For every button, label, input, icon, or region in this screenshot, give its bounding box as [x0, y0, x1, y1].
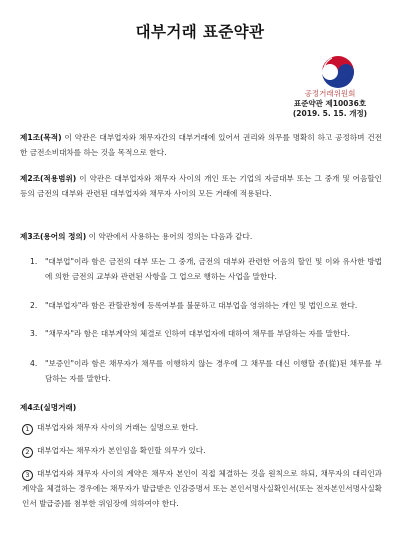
list-item-text: "대부업자"라 함은 관할관청에 등록여부를 불문하고 대부업을 영위하는 개인 및 법인으로 한다.	[45, 301, 358, 310]
issuer-agency: 공정거래위원회	[304, 89, 356, 98]
article-1-text: 이 약관은 대부업자와 채무자간의 대부거래에 있어서 권리와 의무를 명확히 하고 공정하며 건전한 금전소비대차를 하는 것을 목적으로 한다.	[20, 133, 382, 157]
list-item-number: 3.	[30, 329, 38, 338]
list-item-number: 2.	[30, 301, 38, 310]
article-1-head: 제1조(목적)	[20, 133, 62, 142]
list-item-text: "채무자"라 함은 대부계약의 체결로 인하여 대부업자에 대하여 채무를 부담하는 자를 말한다.	[45, 329, 350, 338]
document-title: 대부거래 표준약관	[135, 23, 265, 41]
paragraph-text: 대부업자와 채무자 사이의 거래는 실명으로 한다.	[37, 423, 199, 432]
list-item	[30, 254, 382, 284]
issuer-doc-number: 표준약관 제10036호	[293, 99, 367, 108]
paragraph-number: 3	[22, 470, 33, 481]
paragraph-item	[22, 466, 382, 511]
article-3-head: 제3조(용어의 정의)	[20, 232, 87, 241]
paragraph-text: 대부업자와 채무자 사이의 계약은 채무자 본인이 직접 체결하는 것을 원칙으로 하되, 채무자의 대리인과 계약을 체결하는 경우에는 채무자가 발급받은 인감증명서 또는 본인서명사실확인서(또는 전자본인서명사실확인서 발급증)를 첨부한 위임장에 의하여야 한다.	[22, 469, 382, 508]
article-1	[20, 130, 382, 160]
paragraph-text: 대부업자는 채무자가 본인임을 확인할 의무가 있다.	[37, 446, 206, 455]
article-3	[20, 229, 382, 244]
article-2-text: 이 약관은 대부업자와 채무자 사이의 개인 또는 기업의 자금대부 또는 그 중개 및 어음할인 등의 금전의 대부와 관련된 대부업자와 채무자 사이의 모든 거래에 적용된다.	[20, 174, 382, 198]
paragraph-number: 1	[22, 424, 33, 435]
article-2-head: 제2조(적용범위)	[20, 174, 77, 183]
article-4-head: 제4조(실명거래)	[20, 403, 77, 412]
list-item	[30, 356, 382, 386]
issuer-revision-date: (2019. 5. 15. 개정)	[292, 109, 368, 118]
list-item-text: "보증인"이라 함은 채무자가 채무를 이행하지 않는 경우에 그 채무를 대신 이행할 종(從)된 채무를 부담하는 자를 말한다.	[45, 359, 382, 383]
paragraph-item	[22, 420, 382, 435]
list-item	[30, 326, 382, 341]
article-2	[20, 171, 382, 201]
list-item-number: 4.	[30, 359, 38, 368]
article-3-text: 이 약관에서 사용하는 용어의 정의는 다음과 같다.	[86, 232, 253, 241]
government-emblem-icon	[318, 52, 358, 92]
list-item-text: "대부업"이라 함은 금전의 대부 또는 그 중개, 금전의 대부와 관련한 어음의 할인 및 이와 유사한 방법에 의한 금전의 교부와 관련된 사항을 그 업으로 행하는 사업을 말한다.	[45, 257, 382, 281]
issuer-block	[280, 89, 380, 119]
list-item-number: 1.	[30, 257, 38, 266]
list-item	[30, 298, 382, 313]
paragraph-item	[22, 443, 382, 458]
paragraph-number: 2	[22, 447, 33, 458]
